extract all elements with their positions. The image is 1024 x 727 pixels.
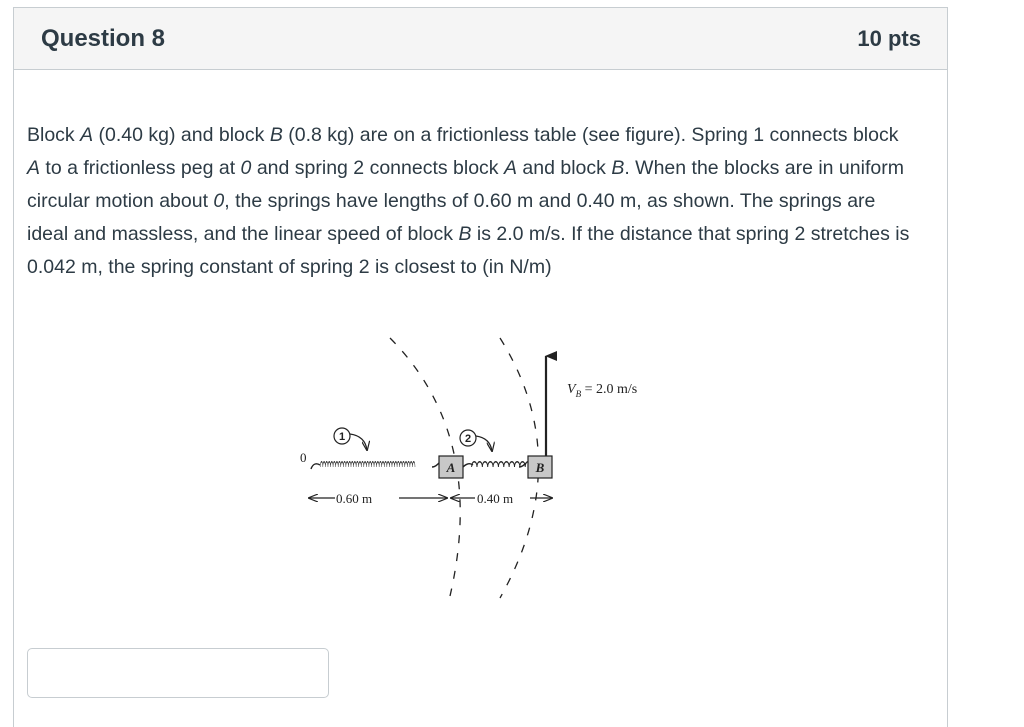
velocity-value: = 2.0 m/s [581,382,638,397]
qt-b1: B [269,124,283,146]
question-text [27,119,912,284]
block-a-label: A [446,460,456,475]
question-points: 10 pts [857,25,921,51]
spring-1-callout [334,428,367,450]
peg-label: 0 [300,450,307,465]
velocity-label [567,382,637,399]
qt-4: to a frictionless peg at [40,157,241,179]
dim-2-label: 0.40 m [477,491,514,506]
qt-a2: A [27,157,41,179]
qt-7: . When the blocks are in uniform circular motion about [27,157,904,212]
block-b-label: B [535,460,545,475]
qt-8: , the springs have lengths of 0.60 m and 0.40 m, as shown. The springs are ideal and massless, and the linear speed of block [27,190,876,245]
physics-figure [287,326,667,608]
qt-2: (0.40 kg) and block [93,124,270,146]
qt-6: and block [517,157,612,179]
velocity-subscript: B [575,389,582,399]
qt-9: is 2.0 m/s. If the distance that spring 2 stretches is 0.042 m, the spring constant of spring 2 is closest to (in N/m) [27,223,910,278]
velocity-symbol: V [567,382,576,397]
qt-3: (0.8 kg) are on a frictionless table (see figure). Spring 1 connects block [282,124,899,146]
spring-1-number: 1 [338,431,346,443]
qt-a3: A [503,157,517,179]
answer-input[interactable] [27,648,329,698]
spring-1 [311,462,439,469]
qt-b3: B [458,223,472,245]
dim-1-label: 0.60 m [336,491,373,506]
qt-b2: B [611,157,625,179]
qt-o1: 0 [240,157,252,179]
spring-2-callout [460,430,492,451]
qt-1: Block [27,124,81,146]
spring-2-number: 2 [464,433,472,445]
qt-o2: 0 [213,190,225,212]
question-header [14,8,947,70]
qt-5: and spring 2 connects block [251,157,504,179]
qt-a1: A [80,124,94,146]
question-title: Question 8 [41,24,166,52]
